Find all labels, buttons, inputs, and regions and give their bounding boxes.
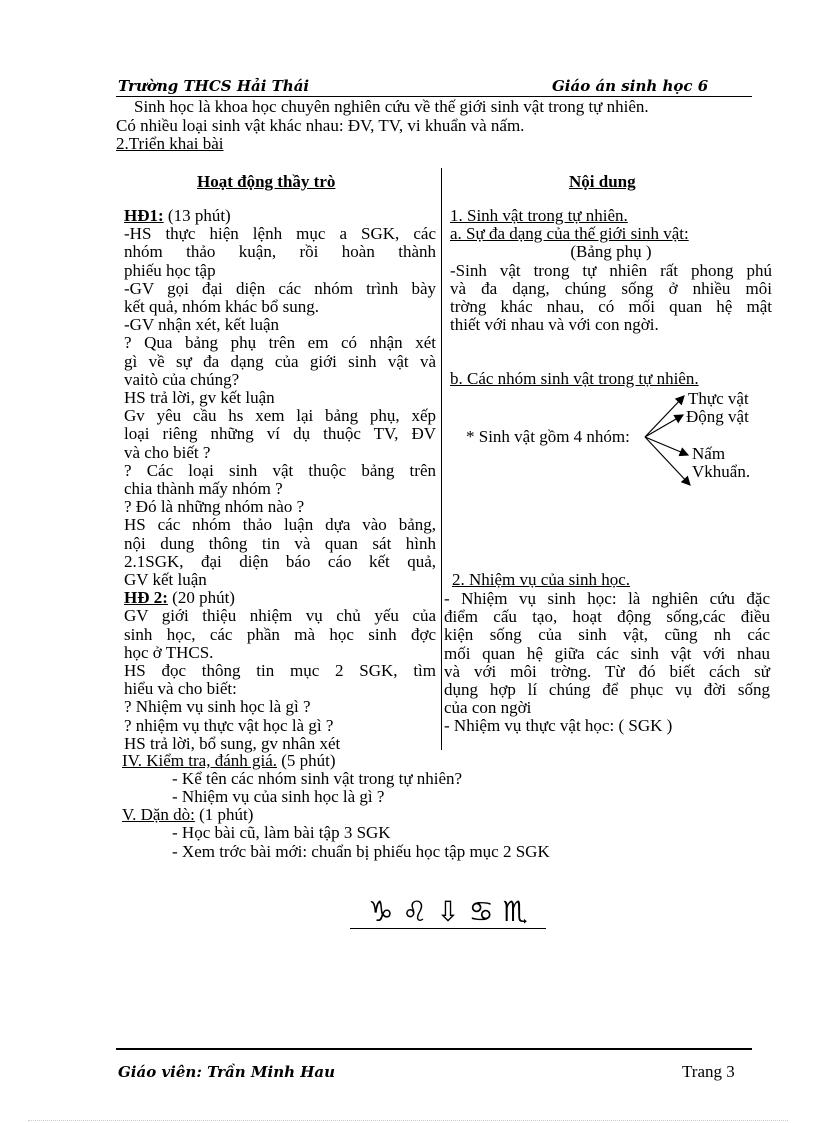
left-line: -GV nhận xét, kết luận <box>124 315 280 335</box>
intro-line-2: Có nhiều loại sinh vật khác nhau: ĐV, TV, vi khuẩn và nấm. <box>116 116 525 135</box>
group-fungi: Nấm <box>692 444 726 463</box>
left-line: phiếu học tập <box>124 260 216 280</box>
assessment-question: - Nhiệm vụ của sinh học là gì ? <box>172 787 385 806</box>
right-line: -Sinh vật trong tự nhiên rất phong phú <box>450 260 772 280</box>
right-line: điểm cấu tạo, hoạt động sống,các điều <box>444 607 770 627</box>
group-bacteria: Vkhuẩn. <box>692 462 751 481</box>
section-title: 2.Triển khai bài <box>116 134 224 153</box>
right-line: mối quan hệ giữa các sinh vật với nhau <box>444 643 770 663</box>
left-line: chia thành mấy nhóm ? <box>124 479 283 499</box>
assessment-question: - Kể tên các nhóm sinh vật trong tự nhiên? <box>172 769 463 788</box>
hd2-label: HĐ 2: <box>124 588 168 608</box>
ornament-symbols: ♑ ♌ ⇩ ♋ ♏ <box>368 895 528 928</box>
left-line: HS các nhóm thảo luận dựa vào bảng, <box>124 515 436 535</box>
header-school: Trường THCS Hải Thái <box>118 77 310 95</box>
arrow-fungi <box>645 437 688 455</box>
footer-rule <box>116 1048 752 1050</box>
left-line: HS trả lời, bổ sung, gv nhân xét <box>124 733 341 753</box>
assessment-section <box>122 752 336 770</box>
right-line: dụng hợp lí chúng để phục vụ đời sống <box>444 680 770 700</box>
right-line: của con ngời <box>444 698 532 718</box>
left-line: GV giới thiệu nhiệm vụ chủ yếu của <box>124 606 436 626</box>
right-line: - Nhiệm vụ sinh học: là nghiên cứu đặc <box>444 589 770 608</box>
ornament-underline <box>350 928 546 929</box>
left-line: ? Đó là những nhóm nào ? <box>124 497 305 517</box>
hd1-label: HĐ1: <box>124 206 164 225</box>
header-subject: Giáo án sinh học 6 <box>552 77 709 95</box>
left-line: kết quả, nhóm khác bổ sung. <box>124 297 319 317</box>
right-line: (Bảng phụ ) <box>570 242 652 262</box>
left-line: hiểu và cho biết: <box>124 679 237 699</box>
left-line: Gv yêu cầu hs xem lại bảng phụ, xếp <box>124 406 436 426</box>
intro-line-1: Sinh học là khoa học chuyên nghiên cứu về thế giới sinh vật trong tự nhiên. <box>134 97 649 116</box>
arrow-animals <box>645 415 683 437</box>
right-line: và đa dạng, chúng sống ở nhiều môi <box>450 278 772 298</box>
left-line: ? Nhiệm vụ sinh học là gì ? <box>124 697 311 717</box>
left-line: ? nhiệm vụ thực vật học là gì ? <box>124 715 334 735</box>
left-line: nhóm thảo kuận, rồi hoàn thành <box>124 242 436 262</box>
homework-item: - Xem trớc bài mới: chuẩn bị phiếu học tập mục 2 SGK <box>172 842 550 861</box>
footer-page: Trang 3 <box>682 1062 735 1081</box>
left-line: ? Các loại sinh vật thuộc bảng trên <box>124 460 436 480</box>
arrow-bacteria <box>645 437 690 485</box>
left-line: gì về sự đa dạng của giới sinh vật và <box>124 351 436 371</box>
left-line: -GV gọi đại diện các nhóm trình bày <box>124 278 436 298</box>
right-line: kiện sống của sinh vật, cũng nh các <box>444 625 770 645</box>
left-line: 2.1SGK, đại diện báo cáo kết quả, <box>124 551 436 571</box>
group-animals: Động vật <box>686 407 749 426</box>
left-line: vaitò của chúng? <box>124 369 240 389</box>
homework-item: - Học bài cũ, làm bài tập 3 SGK <box>172 823 391 842</box>
subsection-title: 1. Sinh vật trong tự nhiên. <box>450 206 628 225</box>
left-line: GV kết luận <box>124 570 207 590</box>
hd2-time: (20 phút) <box>172 588 235 608</box>
col-left-title: Hoạt động thầy trò <box>197 172 336 191</box>
left-line: sinh học, các phần mà học sinh đợc <box>124 624 436 644</box>
assessment-time: (5 phút) <box>281 751 336 770</box>
footer-teacher: Giáo viên: Trần Minh Hau <box>118 1063 336 1081</box>
mission-block <box>444 590 770 736</box>
subsection-title: b. Các nhóm sinh vật trong tự nhiên. <box>450 369 699 388</box>
page-bottom-edge <box>28 1120 788 1121</box>
right-line: trờng khác nhau, có mối quan hệ mật <box>450 297 772 317</box>
right-line: và với môi trờng. Từ đó biết cách sử <box>444 661 770 681</box>
left-line: ? Qua bảng phụ trên em có nhận xét <box>124 333 436 353</box>
left-line: HS trả lời, gv kết luận <box>124 388 275 408</box>
left-line: nội dung thông tin và quan sát hình <box>124 533 436 553</box>
subsection-title: a. Sự đa dạng của thế giới sinh vật: <box>450 224 689 244</box>
left-line: và cho biết ? <box>124 442 211 462</box>
subsection-title: 2. Nhiệm vụ của sinh học. <box>452 570 630 589</box>
homework-section <box>122 806 253 824</box>
left-line: loại riêng những ví dụ thuộc TV, ĐV <box>124 424 436 444</box>
right-line: thiết với nhau và với con ngời. <box>450 315 659 335</box>
left-line: học ở THCS. <box>124 642 214 662</box>
homework-time: (1 phút) <box>199 805 254 824</box>
group-plants: Thực vật <box>688 389 749 408</box>
homework-title: V. Dặn dò: <box>122 805 195 824</box>
col-right-title: Nội dung <box>569 172 636 191</box>
groups-label: * Sinh vật gồm 4 nhóm: <box>466 427 630 446</box>
arrow-plants <box>645 396 684 437</box>
left-line: -HS thực hiện lệnh mục a SGK, các <box>124 224 436 244</box>
left-line: HS đọc thông tin mục 2 SGK, tìm <box>124 661 436 681</box>
right-line: - Nhiệm vụ thực vật học: ( SGK ) <box>444 716 673 736</box>
hd1-time: (13 phút) <box>167 206 231 225</box>
assessment-title: IV. Kiểm tra, đánh giá. <box>122 751 278 770</box>
